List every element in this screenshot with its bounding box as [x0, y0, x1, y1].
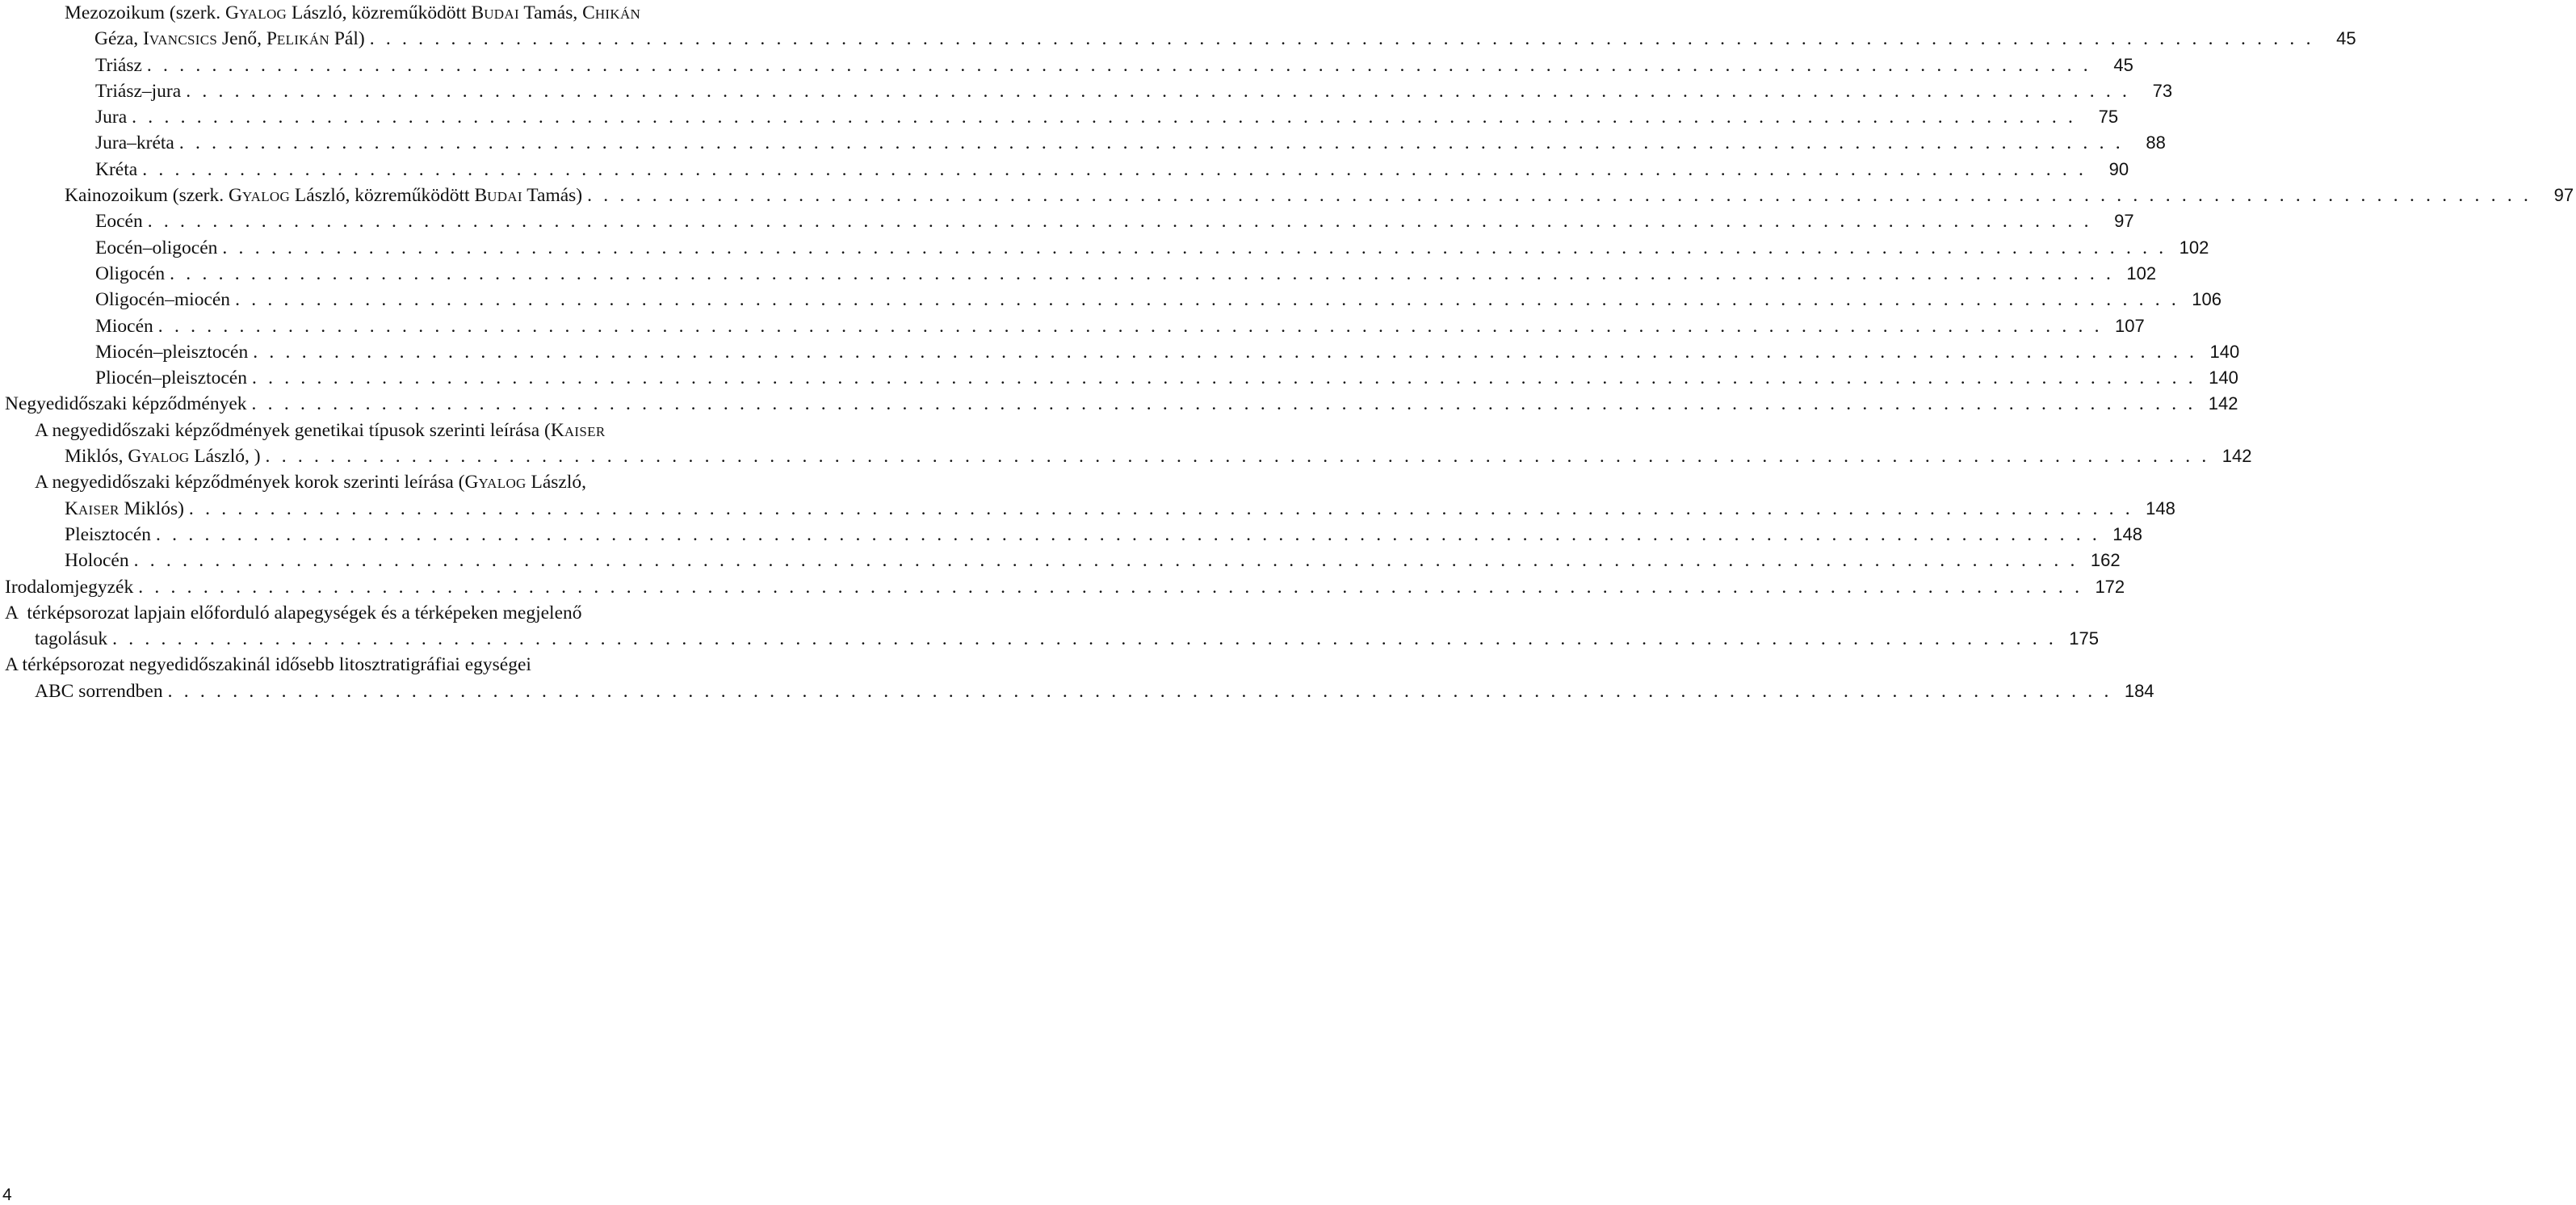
toc-entry-line — [65, 548, 2121, 573]
toc-entry-line — [95, 235, 2209, 261]
title-text: László, közreműködött — [287, 2, 472, 23]
small-caps-text: YALOG — [241, 189, 291, 205]
toc-page-number: 97 — [2114, 211, 2134, 232]
toc-entry[interactable] — [0, 52, 2133, 78]
toc-page-number: 107 — [2115, 315, 2145, 336]
title-text: A térképsorozat lapjain előforduló alapegységek és a térképeken megjelenő — [5, 602, 582, 623]
title-text: Oligocén–miocén — [95, 289, 231, 311]
toc-entry[interactable] — [0, 78, 2173, 104]
toc-entry-line — [5, 626, 2100, 652]
toc-entry-title — [65, 0, 640, 27]
title-text: A negyedidőszaki képződmények genetikai típusok szerinti leírása ( — [35, 419, 551, 441]
title-text: A negyedidőszaki képződmények korok szerinti leírása ( — [35, 472, 465, 493]
toc-page-number: 75 — [2098, 107, 2119, 128]
small-caps-text: AISER — [78, 502, 120, 518]
dot-leader: . . . . . . . . . . . . . . . . . . . . . . . . . . . . . . . . . . . . . . . . . . . . . . . . . . . . . . . . . . . . . . . . . . . . . . . . . . . . . . . . . . . . . . . . . . . . . . . . . . . . . . . . . . . . . . . . . . . . . . . . — [112, 628, 2058, 650]
toc-page-number: 90 — [2108, 158, 2129, 179]
page-number: 4 — [2, 1186, 12, 1204]
toc-entry[interactable] — [0, 130, 2166, 156]
title-text: Miocén — [95, 315, 153, 337]
toc-entry[interactable] — [0, 104, 2119, 130]
small-caps-text: AISER — [564, 423, 606, 439]
toc-entry[interactable] — [0, 208, 2134, 234]
title-text: Triász — [95, 54, 142, 76]
title-text: Pliocén–pleisztocén — [95, 367, 247, 389]
title-text: Jura–kréta — [95, 132, 174, 154]
toc-entry-title — [65, 548, 129, 573]
title-text: László, — [526, 472, 586, 493]
toc-entry-title — [35, 469, 586, 497]
title-text: Eocén–oligocén — [95, 237, 218, 258]
toc-entry-title — [95, 78, 181, 104]
toc-entry-title — [95, 287, 230, 313]
toc-entry[interactable] — [0, 652, 2154, 704]
toc-entry-line — [35, 496, 2175, 522]
toc-entry-line — [35, 418, 775, 443]
toc-entry-title — [65, 183, 582, 210]
title-text: Jura — [95, 107, 128, 128]
title-text: Kainozoikum (szerk. — [65, 185, 229, 207]
toc-page-number: 45 — [2113, 54, 2133, 75]
toc-entry-line — [95, 52, 2133, 78]
dot-leader: . . . . . . . . . . . . . . . . . . . . . . . . . . . . . . . . . . . . . . . . . . . . . . . . . . . . . . . . . . . . . . . . . . . . . . . . . . . . . . . . . . . . . . . . . . . . . . . . . . . . . . . . . . . . . . . . . . . . . . . . — [178, 132, 2124, 154]
title-text: G — [464, 472, 479, 493]
dot-leader: . . . . . . . . . . . . . . . . . . . . . . . . . . . . . . . . . . . . . . . . . . . . . . . . . . . . . . . . . . . . . . . . . . . . . . . . . . . . . . . . . . . . . . . . . . . . . . . . . . . . . . . . . . . . . . . . . . . . . . . . — [167, 680, 2112, 702]
title-text: László, ) — [189, 446, 261, 468]
dot-leader: . . . . . . . . . . . . . . . . . . . . . . . . . . . . . . . . . . . . . . . . . . . . . . . . . . . . . . . . . . . . . . . . . . . . . . . . . . . . . . . . . . . . . . . . . . . . . . . . . . . . . . . . . . . . . . . . . . . . . . . . — [138, 576, 2083, 598]
dot-leader: . . . . . . . . . . . . . . . . . . . . . . . . . . . . . . . . . . . . . . . . . . . . . . . . . . . . . . . . . . . . . . . . . . . . . . . . . . . . . . . . . . . . . . . . . . . . . . . . . . . . . . . . . . . . . . . . . . . . . . . . — [132, 107, 2077, 128]
title-text: I — [143, 28, 149, 50]
toc-entry-line — [95, 313, 2145, 339]
title-text: Pleisztocén — [65, 523, 152, 545]
title-text: G — [228, 185, 242, 207]
title-text: László, közreműködött — [290, 185, 475, 207]
toc-page-number: 45 — [2336, 28, 2356, 49]
toc-entry[interactable] — [0, 600, 2100, 653]
toc-entry[interactable] — [0, 365, 2238, 391]
toc-entry[interactable] — [0, 0, 2356, 52]
title-text: Eocén — [95, 211, 143, 233]
toc-page-number: 162 — [2090, 550, 2121, 571]
toc-entry-title — [95, 313, 153, 339]
toc-entry-line — [35, 443, 2252, 469]
toc-entry[interactable] — [0, 235, 2209, 261]
title-text: B — [471, 2, 485, 23]
small-caps-text: ELIKÁN — [276, 32, 329, 48]
dot-leader: . . . . . . . . . . . . . . . . . . . . . . . . . . . . . . . . . . . . . . . . . . . . . . . . . . . . . . . . . . . . . . . . . . . . . . . . . . . . . . . . . . . . . . . . . . . . . . . . . . . . . . . . . . . . . . . . . . . . . . . . — [147, 211, 2092, 233]
toc-entry-line — [65, 0, 775, 26]
toc-page-number: 175 — [2069, 628, 2100, 649]
dot-leader: . . . . . . . . . . . . . . . . . . . . . . . . . . . . . . . . . . . . . . . . . . . . . . . . . . . . . . . . . . . . . . . . . . . . . . . . . . . . . . . . . . . . . . . . . . . . . . . . . . . . . . . . . . . . . . . . . . . . . . . . — [369, 28, 2314, 50]
toc-entry-title — [95, 208, 143, 234]
title-text: Mezozoikum (szerk. — [65, 2, 226, 23]
toc-page-number: 88 — [2146, 132, 2166, 153]
toc-entry-line — [5, 678, 2154, 704]
toc-entry[interactable] — [0, 391, 2238, 417]
toc-entry-title — [5, 600, 582, 626]
toc-page-number: 172 — [2095, 576, 2125, 597]
toc-entry[interactable] — [0, 183, 2574, 208]
small-caps-text: VANCSICS — [149, 32, 218, 48]
toc-page-number: 142 — [2221, 446, 2252, 467]
toc-entry-title — [95, 365, 247, 391]
toc-entry-line — [5, 574, 2125, 600]
title-text: ABC sorrendben — [35, 680, 163, 702]
toc-entry-line — [95, 208, 2134, 234]
toc-entry-line — [95, 78, 2173, 104]
dot-leader: . . . . . . . . . . . . . . . . . . . . . . . . . . . . . . . . . . . . . . . . . . . . . . . . . . . . . . . . . . . . . . . . . . . . . . . . . . . . . . . . . . . . . . . . . . . . . . . . . . . . . . . . . . . . . . . . . . . . . . . . — [251, 393, 2196, 415]
toc-entry-line — [95, 365, 2238, 391]
toc-entry-line — [5, 391, 2238, 417]
dot-leader: . . . . . . . . . . . . . . . . . . . . . . . . . . . . . . . . . . . . . . . . . . . . . . . . . . . . . . . . . . . . . . . . . . . . . . . . . . . . . . . . . . . . . . . . . . . . . . . . . . . . . . . . . . . . . . . . . . . . . . . . — [157, 315, 2103, 337]
toc-entry-line — [95, 104, 2119, 130]
dot-leader: . . . . . . . . . . . . . . . . . . . . . . . . . . . . . . . . . . . . . . . . . . . . . . . . . . . . . . . . . . . . . . . . . . . . . . . . . . . . . . . . . . . . . . . . . . . . . . . . . . . . . . . . . . . . . . . . . . . . . . . . — [188, 498, 2133, 519]
toc-entry-title — [35, 678, 163, 704]
dot-leader: . . . . . . . . . . . . . . . . . . . . . . . . . . . . . . . . . . . . . . . . . . . . . . . . . . . . . . . . . . . . . . . . . . . . . . . . . . . . . . . . . . . . . . . . . . . . . . . . . . . . . . . . . . . . . . . . . . . . . . . . — [587, 185, 2532, 207]
title-text: C — [582, 2, 595, 23]
toc-entry[interactable] — [0, 469, 2175, 522]
toc-entry-line — [65, 26, 2356, 52]
toc-entry-line — [95, 261, 2157, 287]
small-caps-text: UDAI — [484, 6, 519, 22]
toc-entry-line — [95, 130, 2166, 156]
title-text: P — [266, 28, 277, 50]
toc-entry-title — [95, 104, 127, 130]
dot-leader: . . . . . . . . . . . . . . . . . . . . . . . . . . . . . . . . . . . . . . . . . . . . . . . . . . . . . . . . . . . . . . . . . . . . . . . . . . . . . . . . . . . . . . . . . . . . . . . . . . . . . . . . . . . . . . . . . . . . . . . . — [156, 523, 2100, 545]
toc-page-number: 140 — [2209, 367, 2238, 388]
title-text: A térképsorozat negyedidőszakinál idősebb litosztratigráfiai egységei — [5, 654, 531, 676]
dot-leader: . . . . . . . . . . . . . . . . . . . . . . . . . . . . . . . . . . . . . . . . . . . . . . . . . . . . . . . . . . . . . . . . . . . . . . . . . . . . . . . . . . . . . . . . . . . . . . . . . . . . . . . . . . . . . . . . . . . . . . . . — [133, 550, 2079, 572]
title-text: Oligocén — [95, 262, 166, 284]
small-caps-text: UDAI — [487, 189, 522, 205]
title-text: Miklós) — [119, 498, 184, 519]
dot-leader: . . . . . . . . . . . . . . . . . . . . . . . . . . . . . . . . . . . . . . . . . . . . . . . . . . . . . . . . . . . . . . . . . . . . . . . . . . . . . . . . . . . . . . . . . . . . . . . . . . . . . . . . . . . . . . . . . . . . . . . . — [170, 262, 2115, 284]
toc-entry[interactable] — [0, 522, 2142, 548]
toc-entry-title — [95, 157, 137, 183]
title-text: B — [474, 185, 488, 207]
toc-entry-title — [65, 522, 151, 548]
toc-page-number: 148 — [2146, 498, 2175, 519]
toc-entry[interactable] — [0, 548, 2121, 573]
toc-page-number: 102 — [2179, 237, 2209, 258]
small-caps-text: YALOG — [239, 6, 287, 22]
dot-leader: . . . . . . . . . . . . . . . . . . . . . . . . . . . . . . . . . . . . . . . . . . . . . . . . . . . . . . . . . . . . . . . . . . . . . . . . . . . . . . . . . . . . . . . . . . . . . . . . . . . . . . . . . . . . . . . . . . . . . . . . — [186, 80, 2131, 102]
dot-leader: . . . . . . . . . . . . . . . . . . . . . . . . . . . . . . . . . . . . . . . . . . . . . . . . . . . . . . . . . . . . . . . . . . . . . . . . . . . . . . . . . . . . . . . . . . . . . . . . . . . . . . . . . . . . . . . . . . . . . . . . — [253, 341, 2198, 363]
toc-entry-title — [35, 626, 107, 652]
dot-leader: . . . . . . . . . . . . . . . . . . . . . . . . . . . . . . . . . . . . . . . . . . . . . . . . . . . . . . . . . . . . . . . . . . . . . . . . . . . . . . . . . . . . . . . . . . . . . . . . . . . . . . . . . . . . . . . . . . . . . . . . — [142, 158, 2087, 180]
toc-page-number: 142 — [2208, 393, 2238, 414]
toc-page-number: 148 — [2112, 523, 2142, 544]
toc-page-number: 184 — [2124, 680, 2154, 701]
toc-entry-line — [5, 600, 775, 626]
toc-entry[interactable] — [0, 287, 2221, 313]
title-text: K — [550, 419, 564, 441]
toc-entry-line — [95, 287, 2221, 313]
title-text: tagolásuk — [35, 628, 108, 650]
toc-entry-line — [95, 157, 2129, 183]
toc-entry-line — [65, 183, 2574, 208]
toc-entry-title — [94, 26, 365, 53]
dot-leader: . . . . . . . . . . . . . . . . . . . . . . . . . . . . . . . . . . . . . . . . . . . . . . . . . . . . . . . . . . . . . . . . . . . . . . . . . . . . . . . . . . . . . . . . . . . . . . . . . . . . . . . . . . . . . . . . . . . . . . . . — [251, 367, 2196, 389]
toc-entry-line — [95, 339, 2240, 365]
dot-leader: . . . . . . . . . . . . . . . . . . . . . . . . . . . . . . . . . . . . . . . . . . . . . . . . . . . . . . . . . . . . . . . . . . . . . . . . . . . . . . . . . . . . . . . . . . . . . . . . . . . . . . . . . . . . . . . . . . . . . . . . — [235, 289, 2180, 311]
title-text: G — [128, 446, 142, 468]
toc-entry-title — [5, 652, 531, 678]
dot-leader: . . . . . . . . . . . . . . . . . . . . . . . . . . . . . . . . . . . . . . . . . . . . . . . . . . . . . . . . . . . . . . . . . . . . . . . . . . . . . . . . . . . . . . . . . . . . . . . . . . . . . . . . . . . . . . . . . . . . . . . . — [222, 237, 2167, 258]
title-text: Jenő, — [217, 28, 266, 50]
title-text: Géza, — [94, 28, 144, 50]
small-caps-text: YALOG — [478, 476, 527, 492]
toc-entry-title — [95, 130, 174, 156]
toc-entry[interactable] — [0, 157, 2129, 183]
toc-entry-line — [5, 652, 775, 678]
title-text: Holocén — [65, 550, 129, 572]
toc-entry[interactable] — [0, 339, 2240, 365]
toc-entry-title — [65, 496, 184, 523]
toc-entry-line — [65, 522, 2142, 548]
toc-page-number: 102 — [2126, 262, 2157, 283]
toc-entry[interactable] — [0, 313, 2145, 339]
toc-page-number: 73 — [2152, 80, 2173, 101]
title-text: Negyedidőszaki képződmények — [5, 393, 247, 415]
toc-page-number: 140 — [2209, 341, 2240, 362]
title-text: Miklós, — [65, 446, 128, 468]
toc-entry-title — [35, 418, 605, 445]
title-text: Pál) — [329, 28, 365, 50]
toc-entry[interactable] — [0, 261, 2157, 287]
toc-entry-title — [95, 52, 142, 78]
toc-entry[interactable] — [0, 418, 2252, 470]
title-text: Miocén–pleisztocén — [95, 341, 249, 363]
toc-entry-title — [5, 574, 133, 600]
toc-entry-title — [95, 261, 165, 287]
dot-leader: . . . . . . . . . . . . . . . . . . . . . . . . . . . . . . . . . . . . . . . . . . . . . . . . . . . . . . . . . . . . . . . . . . . . . . . . . . . . . . . . . . . . . . . . . . . . . . . . . . . . . . . . . . . . . . . . . . . . . . . . — [146, 54, 2091, 76]
toc-entry-title — [65, 443, 261, 471]
toc-entry-title — [5, 391, 247, 417]
title-text: Irodalomjegyzék — [5, 576, 134, 598]
toc-entry-title — [95, 235, 217, 261]
toc-entry-line — [35, 469, 775, 495]
title-text: Tamás, — [518, 2, 583, 23]
toc-page-number: 106 — [2192, 289, 2221, 310]
small-caps-text: YALOG — [141, 450, 190, 466]
toc-page-number: 97 — [2553, 185, 2574, 206]
small-caps-text: HIKÁN — [594, 6, 641, 22]
toc-entry[interactable] — [0, 574, 2125, 600]
title-text: Tamás) — [522, 185, 583, 207]
title-text: Triász–jura — [95, 80, 182, 102]
title-text: G — [225, 2, 240, 23]
title-text: K — [65, 498, 78, 519]
dot-leader: . . . . . . . . . . . . . . . . . . . . . . . . . . . . . . . . . . . . . . . . . . . . . . . . . . . . . . . . . . . . . . . . . . . . . . . . . . . . . . . . . . . . . . . . . . . . . . . . . . . . . . . . . . . . . . . . . . . . . . . . — [265, 446, 2210, 468]
title-text: Kréta — [95, 158, 138, 180]
toc-entry-title — [95, 339, 248, 365]
